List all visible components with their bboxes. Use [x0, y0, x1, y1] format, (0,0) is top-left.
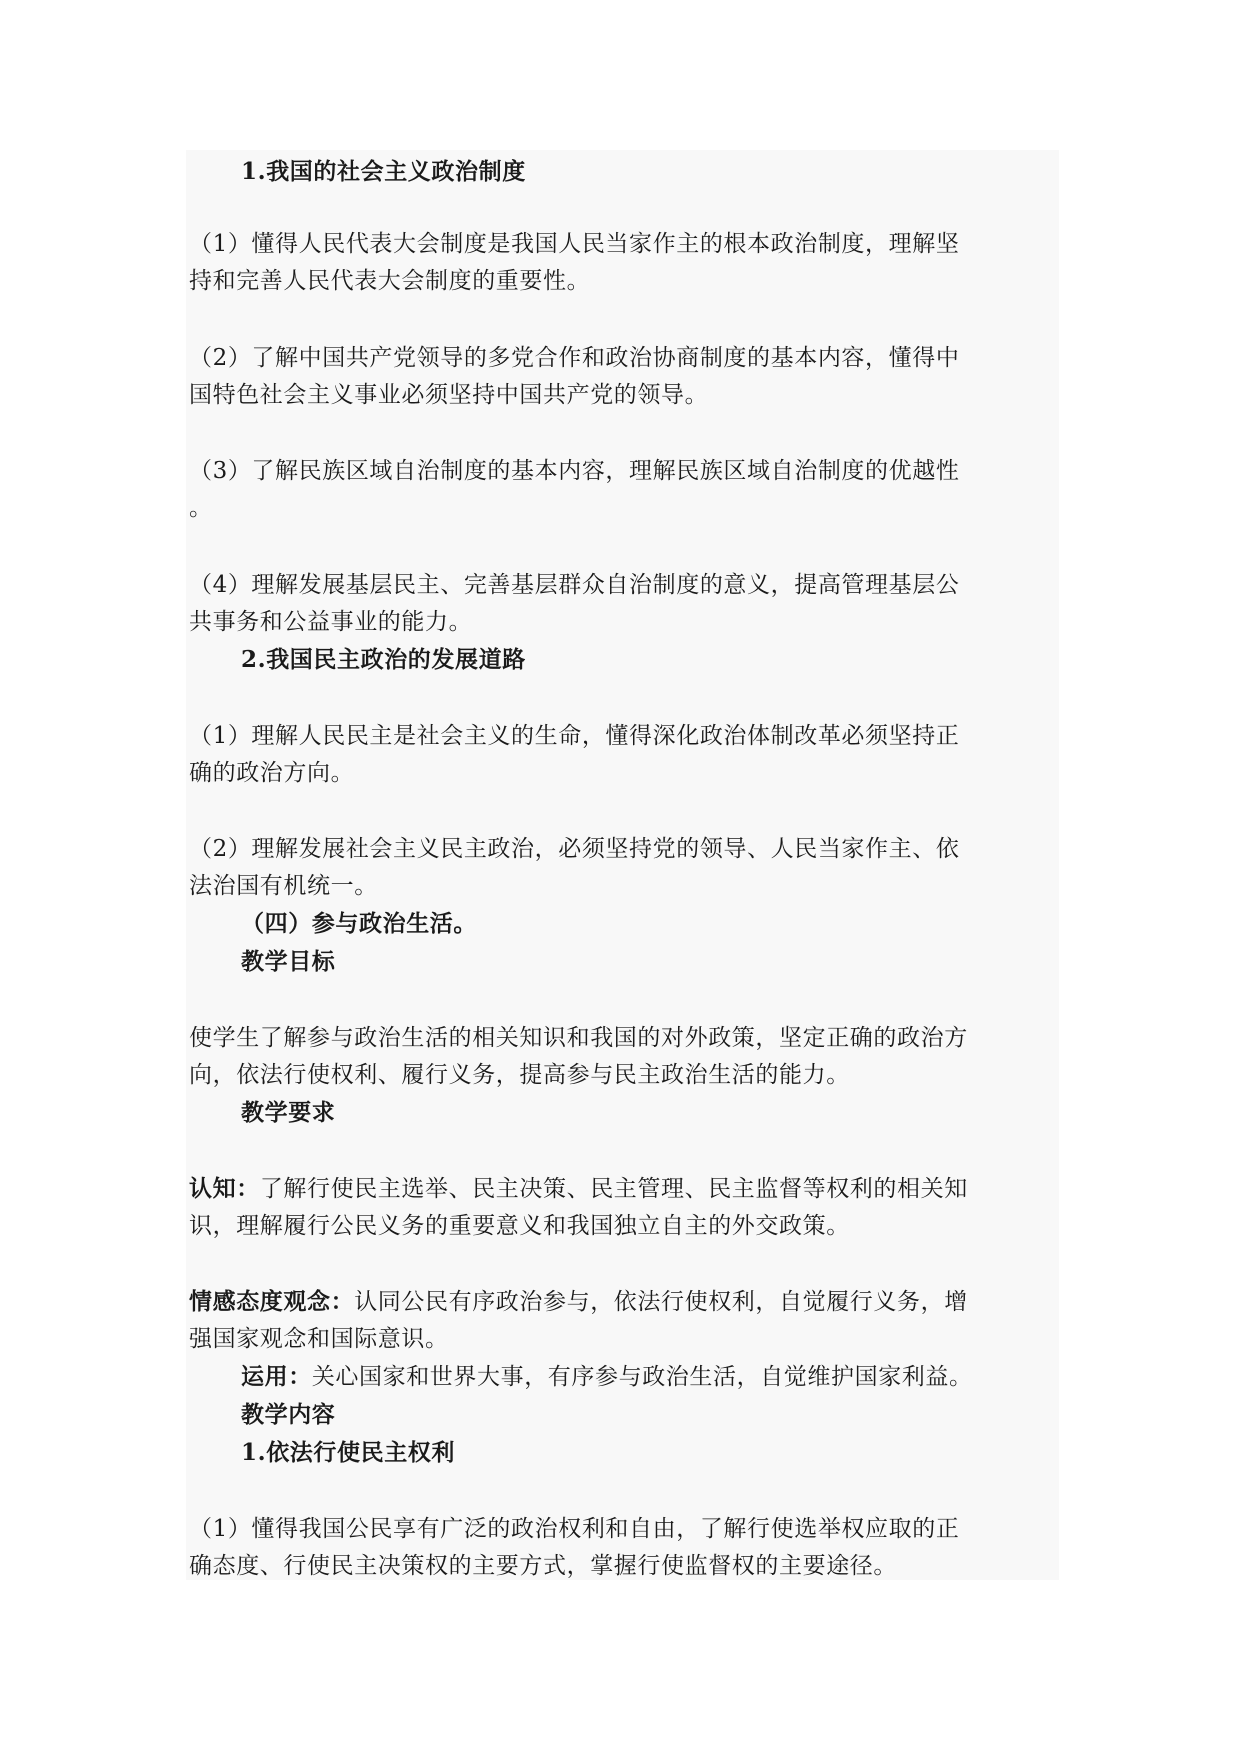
item1-p1-line1: （1）懂得我国公民享有广泛的政治权利和自由，了解行使选举权应取的正 — [189, 1516, 960, 1542]
emotion-line1 — [189, 1287, 968, 1317]
teaching-requirement-heading: 教学要求 — [241, 1099, 336, 1126]
teaching-goal-line1: 使学生了解参与政治生活的相关知识和我国的对外政策，坚定正确的政治方 — [189, 1025, 968, 1051]
emotion-text: 认同公民有序政治参与，依法行使权利，自觉履行义务，增 — [354, 1289, 968, 1315]
section1-p2-line2: 国特色社会主义事业必须坚持中国共产党的领导。 — [189, 382, 709, 408]
section2-p2-line1: （2）理解发展社会主义民主政治，必须坚持党的领导、人民当家作主、依 — [189, 836, 960, 862]
section2-heading: 2.我国民主政治的发展道路 — [241, 646, 526, 673]
part4-heading: （四）参与政治生活。 — [241, 910, 477, 937]
section1-p4-line1: （4）理解发展基层民主、完善基层群众自治制度的意义，提高管理基层公 — [189, 572, 960, 598]
application-text: 关心国家和世界大事，有序参与政治生活，自觉维护国家利益。 — [311, 1364, 973, 1390]
emotion-line2: 强国家观念和国际意识。 — [189, 1326, 449, 1352]
section1-heading: 1.我国的社会主义政治制度 — [241, 158, 526, 185]
teaching-goal-heading: 教学目标 — [241, 948, 336, 975]
section2-p1-line1: （1）理解人民民主是社会主义的生命，懂得深化政治体制改革必须坚持正 — [189, 723, 960, 749]
section1-p1-line1: （1）懂得人民代表大会制度是我国人民当家作主的根本政治制度，理解坚 — [189, 231, 960, 257]
section1-p3-line2: 。 — [189, 495, 213, 521]
item1-p1-line2: 确态度、行使民主决策权的主要方式，掌握行使监督权的主要途径。 — [189, 1553, 897, 1579]
cognition-label: 认知： — [189, 1175, 260, 1202]
teaching-goal-line2: 向，依法行使权利、履行义务，提高参与民主政治生活的能力。 — [189, 1062, 850, 1088]
cognition-line2: 识，理解履行公民义务的重要意义和我国独立自主的外交政策。 — [189, 1213, 850, 1239]
cognition-line1 — [189, 1174, 968, 1204]
application-label: 运用： — [241, 1363, 312, 1390]
section1-p2-line1: （2）了解中国共产党领导的多党合作和政治协商制度的基本内容，懂得中 — [189, 345, 960, 371]
cognition-text: 了解行使民主选举、民主决策、民主管理、民主监督等权利的相关知 — [259, 1176, 968, 1202]
teaching-content-heading: 教学内容 — [241, 1401, 336, 1428]
emotion-label: 情感态度观念： — [189, 1288, 355, 1315]
section1-p4-line2: 共事务和公益事业的能力。 — [189, 609, 473, 635]
section1-p1-line2: 持和完善人民代表大会制度的重要性。 — [189, 268, 591, 294]
section2-p2-line2: 法治国有机统一。 — [189, 873, 378, 899]
section2-p1-line2: 确的政治方向。 — [189, 760, 355, 786]
item1-heading: 1.依法行使民主权利 — [241, 1439, 456, 1466]
section1-p3-line1: （3）了解民族区域自治制度的基本内容，理解民族区域自治制度的优越性 — [189, 458, 960, 484]
application-line — [241, 1362, 973, 1392]
